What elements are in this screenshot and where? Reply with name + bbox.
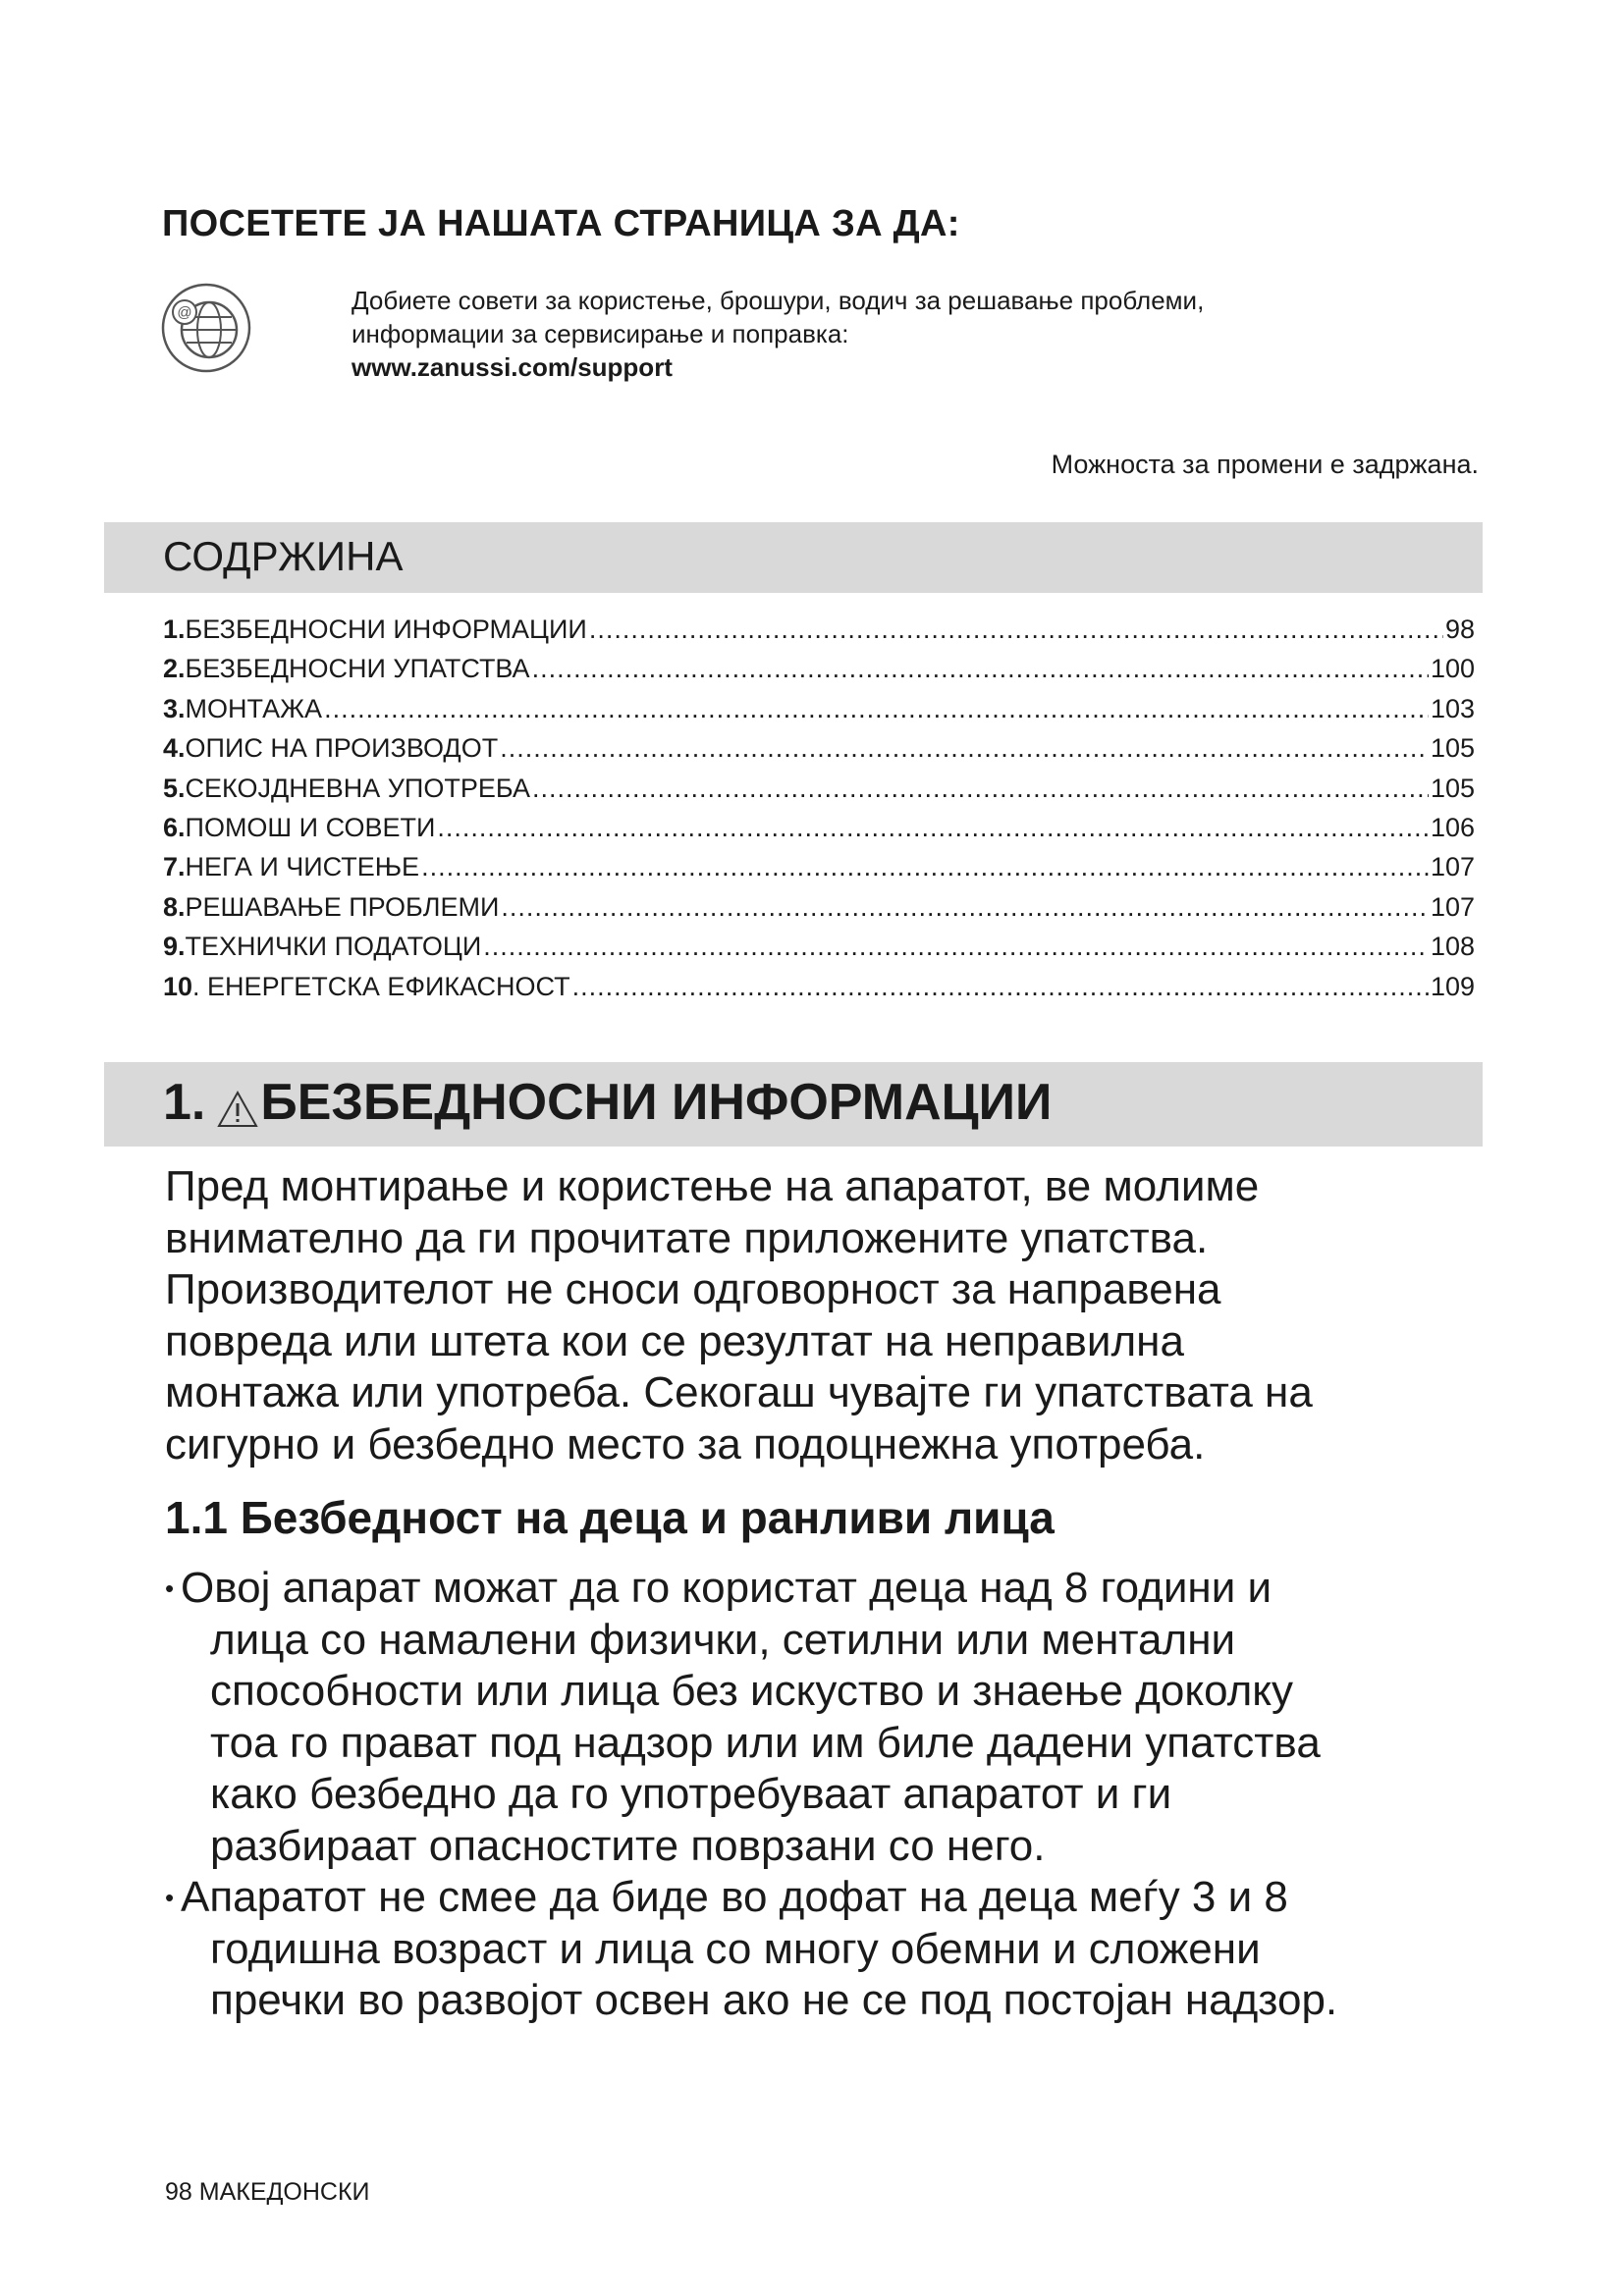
- toc-item-label: БЕЗБЕДНОСНИ ИНФОРМАЦИИ: [185, 614, 587, 644]
- bullet-item: [165, 1872, 1481, 2027]
- toc-leader-dots: [500, 728, 1429, 768]
- toc-leader-dots: [483, 927, 1429, 966]
- toc-item-label: БЕЗБЕДНОСНИ УПАТСТВА: [185, 654, 530, 684]
- toc-item-page: 107: [1430, 891, 1475, 922]
- toc-leader-dots: [532, 649, 1429, 688]
- toc-item[interactable]: [163, 887, 1475, 927]
- section-1-1-heading: 1.1 Безбедност на деца и ранливи лица: [165, 1492, 1055, 1543]
- toc-item-page: 106: [1430, 812, 1475, 842]
- toc-item-label: МОНТАЖА: [185, 693, 323, 723]
- intro-line: внимателно да ги прочитате приложените упатства.: [165, 1213, 1209, 1262]
- intro-line: Пред монтирање и користење на апаратот, ве молиме: [165, 1162, 1260, 1210]
- toc-item-number: 1.: [163, 614, 186, 644]
- toc-item-page: 108: [1430, 932, 1475, 962]
- toc-item[interactable]: [163, 689, 1475, 728]
- toc-item[interactable]: [163, 927, 1475, 966]
- bullet-line: лица со намалени физички, сетилни или ментални: [210, 1615, 1236, 1664]
- toc-item-number: 2.: [163, 654, 186, 684]
- table-of-contents: [163, 610, 1475, 1006]
- bullet-dot-icon: •: [165, 1883, 175, 1912]
- section-1-heading: [163, 1073, 1052, 1132]
- section-1-title: БЕЗБЕДНОСНИ ИНФОРМАЦИИ: [260, 1074, 1053, 1131]
- toc-item[interactable]: [163, 967, 1475, 1006]
- changes-reserved-note: Можноста за промени е задржана.: [1051, 450, 1479, 479]
- visit-text-line-2: информации за сервисирање и поправка:: [352, 319, 849, 348]
- bullet-line: пречки во развојот освен ако не се под постојан надзор.: [210, 1976, 1338, 2024]
- visit-text-line-1: Добиете совети за користење, брошури, водич за решавање проблеми,: [352, 286, 1205, 315]
- toc-item-number: 10: [163, 971, 193, 1001]
- toc-item-label: . ЕНЕРГЕТСКА ЕФИКАСНОСТ: [192, 971, 570, 1001]
- toc-item[interactable]: [163, 649, 1475, 688]
- toc-leader-dots: [421, 847, 1429, 886]
- toc-item[interactable]: [163, 728, 1475, 768]
- intro-line: сигурно и безбедно место за подоцнежна употреба.: [165, 1419, 1206, 1468]
- toc-item-page: 105: [1430, 773, 1475, 803]
- visit-title: ПОСЕТЕТЕ ЈА НАШАТА СТРАНИЦА ЗА ДА:: [162, 203, 960, 244]
- page-footer: 98 МАКЕДОНСКИ: [165, 2178, 370, 2206]
- section-1-number: 1.: [163, 1074, 206, 1131]
- toc-item-page: 100: [1430, 654, 1475, 684]
- toc-leader-dots: [572, 967, 1429, 1006]
- toc-item-label: ТЕХНИЧКИ ПОДАТОЦИ: [185, 932, 482, 962]
- toc-leader-dots: [324, 689, 1429, 728]
- toc-leader-dots: [532, 769, 1429, 808]
- toc-item-number: 7.: [163, 852, 186, 882]
- safety-bullet-list: [165, 1563, 1481, 2027]
- intro-line: монтажа или употреба. Секогаш чувајте ги упатствата на: [165, 1368, 1313, 1416]
- bullet-item: [165, 1563, 1481, 1872]
- toc-leader-dots: [501, 887, 1429, 927]
- bullet-line: способности или лица без искуство и знаење доколку: [210, 1667, 1294, 1715]
- toc-item-page: 105: [1430, 733, 1475, 764]
- toc-item[interactable]: [163, 847, 1475, 886]
- toc-item-page: 109: [1430, 971, 1475, 1001]
- bullet-line: годишна возраст и лица со многу обемни и сложени: [210, 1924, 1261, 1973]
- toc-item-label: НЕГА И ЧИСТЕЊЕ: [185, 852, 420, 882]
- intro-line: Производителот не сноси одговорност за направена: [165, 1265, 1221, 1313]
- toc-leader-dots: [437, 808, 1429, 847]
- toc-item-number: 9.: [163, 932, 186, 962]
- bullet-line: како безбедно да го употребуваат апаратот и ги: [210, 1770, 1172, 1818]
- toc-item-number: 4.: [163, 733, 186, 764]
- support-link[interactable]: www.zanussi.com/support: [352, 352, 673, 382]
- toc-item-number: 3.: [163, 693, 186, 723]
- toc-item-number: 8.: [163, 891, 186, 922]
- toc-item-page: 103: [1430, 693, 1475, 723]
- toc-heading: СОДРЖИНА: [163, 533, 404, 579]
- toc-item-label: РЕШАВАЊЕ ПРОБЛЕМИ: [185, 891, 500, 922]
- toc-item-number: 5.: [163, 773, 186, 803]
- visit-description: [352, 284, 1490, 384]
- svg-text:@: @: [177, 304, 192, 321]
- toc-item-label: СЕКОЈДНЕВНА УПОТРЕБА: [185, 773, 530, 803]
- toc-item-page: 98: [1444, 614, 1475, 644]
- toc-leader-dots: [589, 610, 1443, 649]
- bullet-line: разбираат опасностите поврзани со него.: [210, 1821, 1046, 1870]
- bullet-dot-icon: •: [165, 1574, 175, 1603]
- intro-line: повреда или штета кои се резултат на неправилна: [165, 1316, 1184, 1365]
- toc-item-label: ОПИС НА ПРОИЗВОДОТ: [185, 733, 499, 764]
- toc-item[interactable]: [163, 769, 1475, 808]
- bullet-line: тоа го прават под надзор или им биле дадени упатства: [210, 1718, 1321, 1767]
- globe-at-icon: [160, 282, 252, 374]
- bullet-first-line: Апаратот не смее да биде во дофат на деца меѓу 3 и 8: [181, 1873, 1288, 1921]
- warning-triangle-icon: [217, 1083, 258, 1122]
- section-1-intro: [165, 1161, 1481, 1470]
- toc-item[interactable]: [163, 610, 1475, 649]
- toc-item-label: ПОМОШ И СОВЕТИ: [185, 812, 436, 842]
- toc-item-page: 107: [1430, 852, 1475, 882]
- toc-item[interactable]: [163, 808, 1475, 847]
- toc-item-number: 6.: [163, 812, 186, 842]
- bullet-first-line: Овој апарат можат да го користат деца над 8 години и: [181, 1564, 1272, 1612]
